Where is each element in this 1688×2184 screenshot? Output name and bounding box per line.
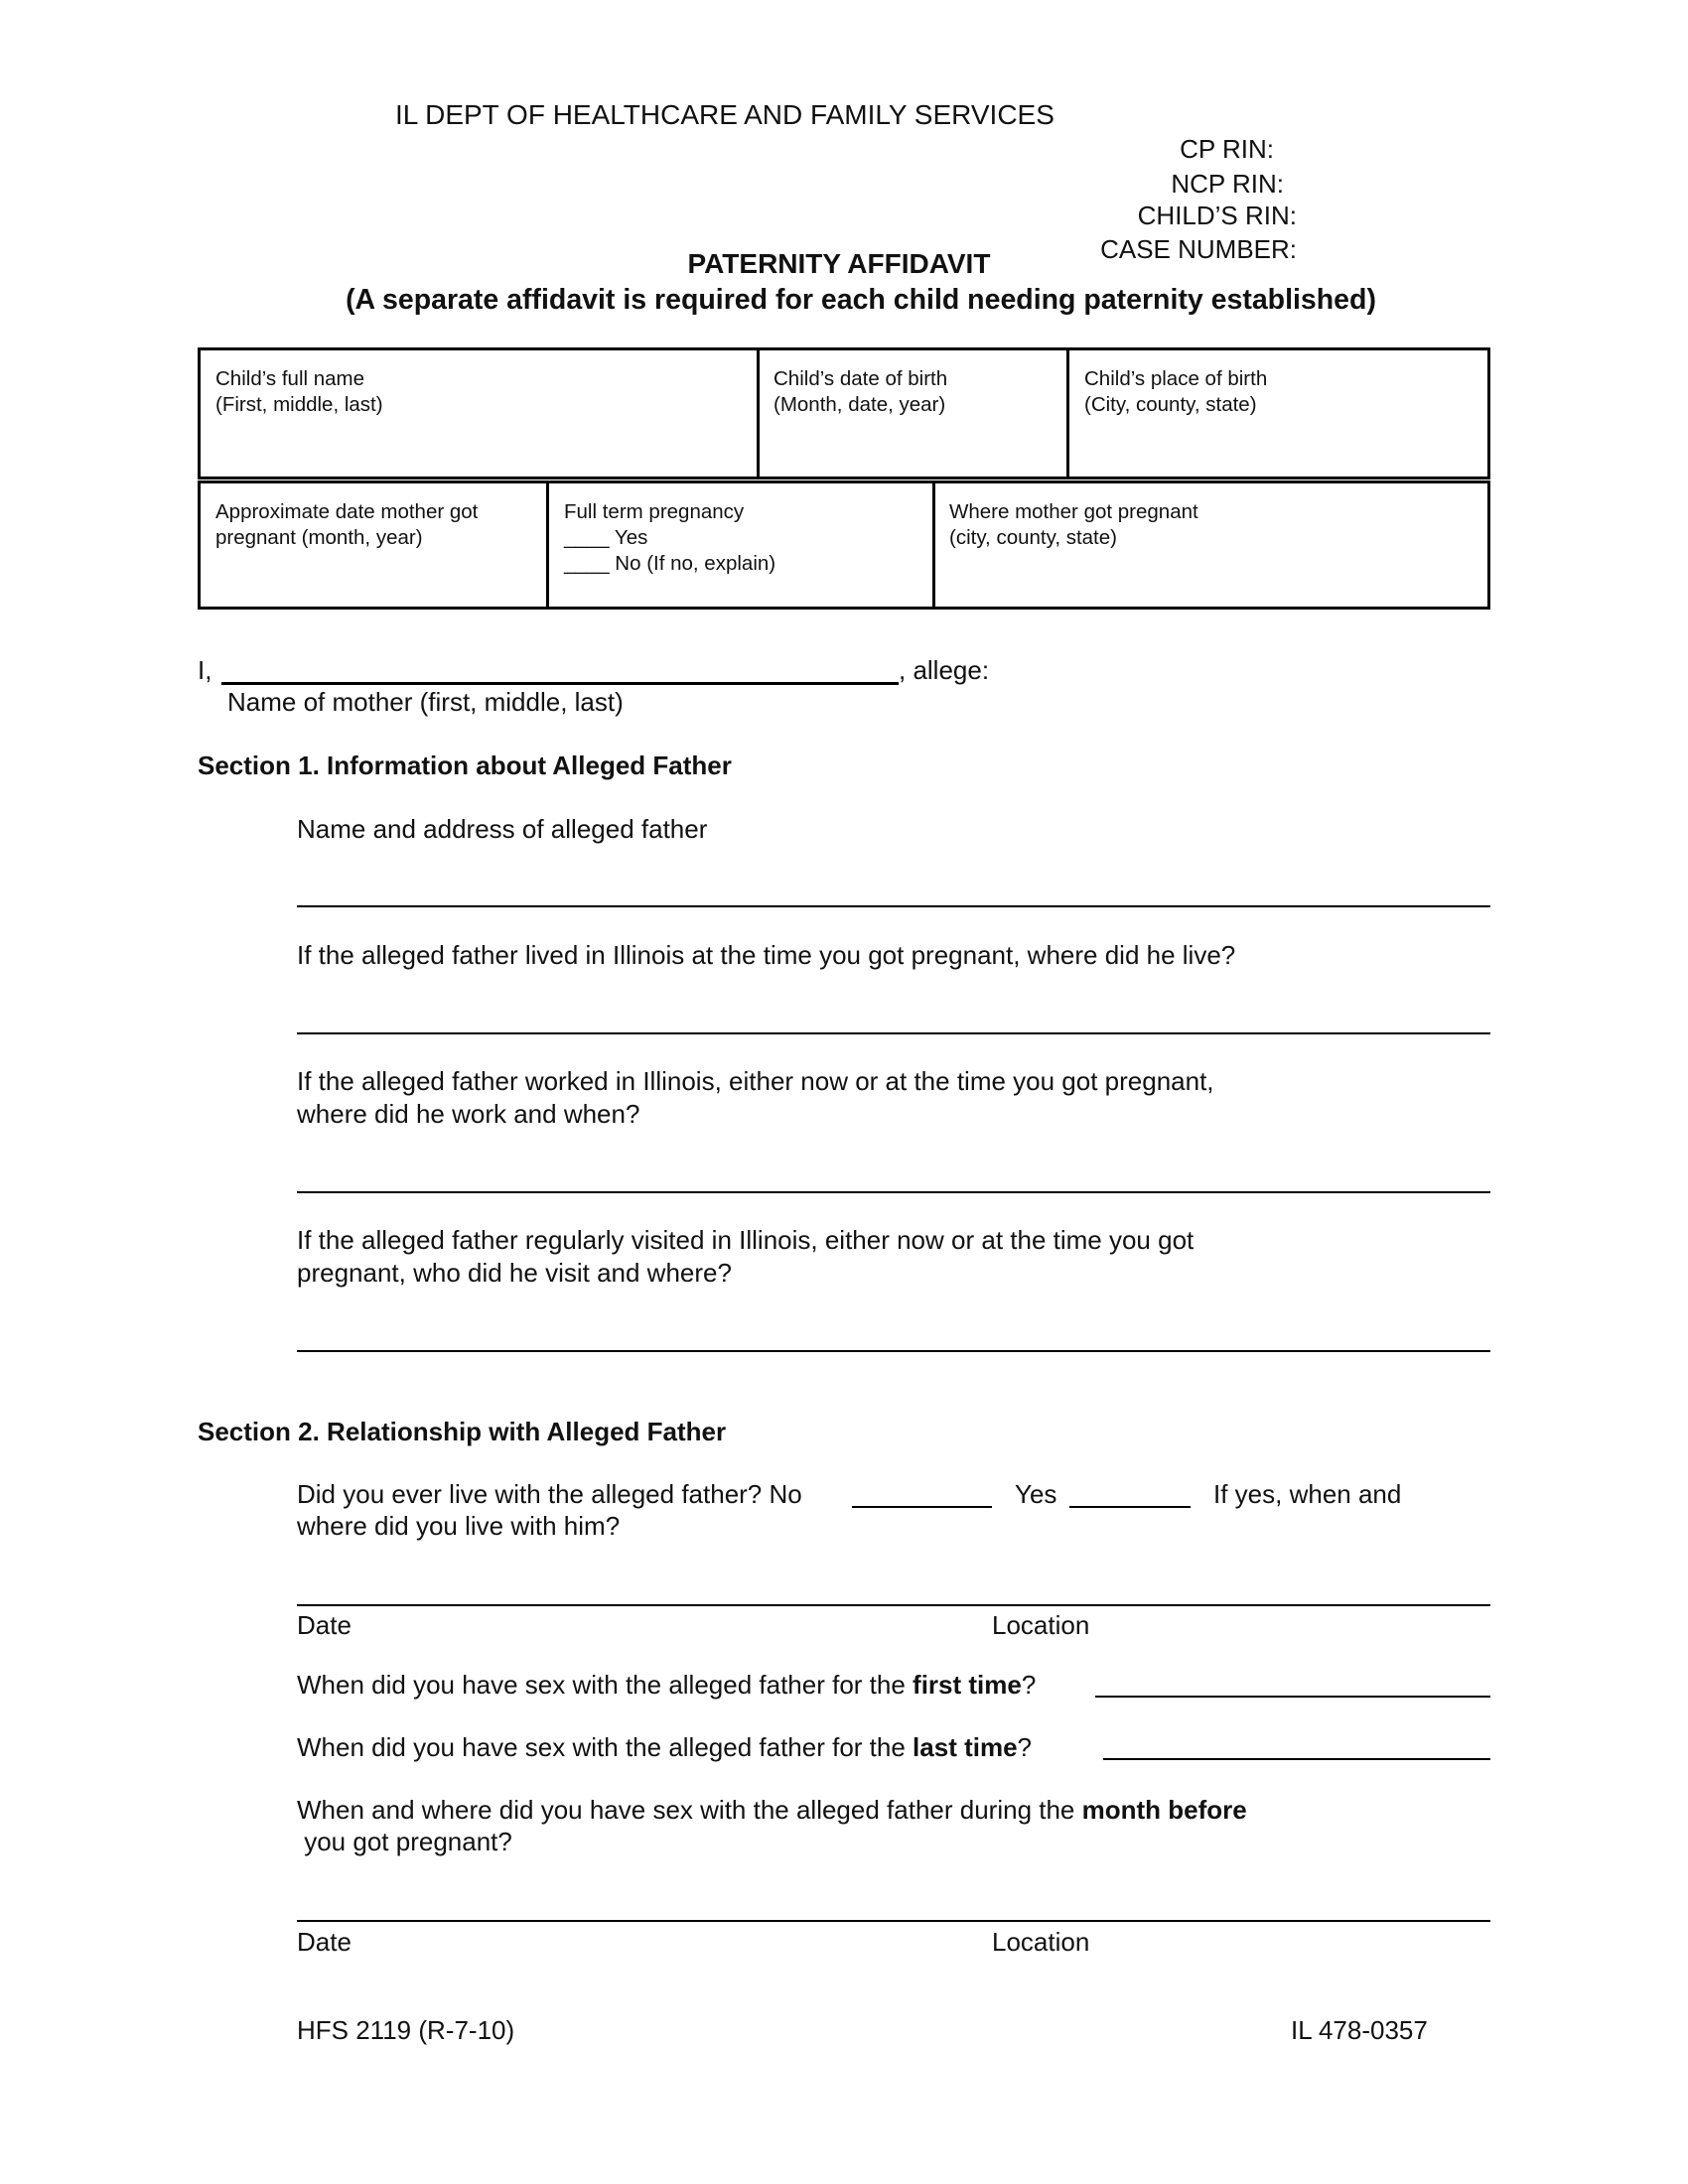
father-visited-illinois-question: If the alleged father regularly visited in Illinois, either now or at the time you got [297, 1225, 1195, 1255]
father-lived-illinois-question: If the alleged father lived in Illinois at the time you got pregnant, where did he live? [297, 940, 1236, 970]
lived-with-ifyes-label: If yes, when and [1213, 1479, 1402, 1509]
childs-birthplace-field[interactable]: Child’s place of birth (City, county, state) [1084, 367, 1268, 416]
cp-rin-label: CP RIN: [1180, 134, 1274, 164]
conception-date-field[interactable]: Approximate date mother got pregnant (month, year) [215, 500, 479, 549]
lived-with-date-location-blank[interactable] [297, 1604, 1490, 1606]
divider [546, 483, 549, 607]
section2-heading: Section 2. Relationship with Alleged Father [198, 1417, 727, 1446]
month-before-question-cont: you got pregnant? [297, 1827, 512, 1856]
lived-with-question-cont: where did you live with him? [297, 1511, 621, 1541]
childs-rin-label: CHILD’S RIN: [1137, 201, 1297, 230]
father-visited-illinois-question-cont: pregnant, who did he visit and where? [297, 1258, 732, 1288]
divider [757, 350, 760, 477]
date-label-2: Date [297, 1927, 352, 1957]
month-before-question: When and where did you have sex with the alleged father during the month before [297, 1795, 1247, 1825]
last-time-question: When did you have sex with the alleged father for the last time? [297, 1732, 1033, 1762]
father-worked-illinois-blank[interactable] [297, 1191, 1490, 1193]
last-time-blank[interactable] [1103, 1758, 1490, 1760]
section1-heading: Section 1. Information about Alleged Father [198, 751, 732, 780]
father-name-address-blank[interactable] [297, 905, 1490, 907]
divider [1066, 350, 1069, 477]
allege-prefix: I, [198, 655, 212, 685]
location-label: Location [992, 1610, 1090, 1640]
lived-with-yes-label: Yes [1015, 1479, 1057, 1509]
case-number-label: CASE NUMBER: [1100, 234, 1297, 264]
father-visited-illinois-blank[interactable] [297, 1350, 1490, 1352]
father-worked-illinois-question-cont: where did he work and when? [297, 1099, 640, 1129]
form-title: PATERNITY AFFIDAVIT [687, 248, 991, 279]
father-name-address-question: Name and address of alleged father [297, 814, 708, 844]
lived-with-yes-blank[interactable] [1069, 1506, 1191, 1508]
date-label: Date [297, 1610, 352, 1640]
full-term-yes-option[interactable]: ____ Yes [564, 526, 648, 549]
conception-location-field[interactable]: Where mother got pregnant (city, county, state) [949, 500, 1198, 549]
ncp-rin-label: NCP RIN: [1171, 169, 1284, 199]
form-code: IL 478-0357 [1291, 2015, 1428, 2045]
father-lived-illinois-blank[interactable] [297, 1032, 1490, 1034]
divider [932, 483, 935, 607]
form-subtitle: (A separate affidavit is required for each child needing paternity established) [346, 284, 1376, 316]
agency-name: IL DEPT OF HEALTHCARE AND FAMILY SERVICES [395, 99, 1055, 130]
lived-with-father-question: Did you ever live with the alleged father? No [297, 1479, 802, 1509]
father-worked-illinois-question: If the alleged father worked in Illinois, either now or at the time you got pregnant, [297, 1066, 1214, 1096]
month-before-date-location-blank[interactable] [297, 1920, 1490, 1922]
child-info-row [198, 347, 1490, 479]
allege-suffix: , allege: [899, 655, 990, 685]
form-number: HFS 2119 (R-7-10) [297, 2015, 515, 2045]
full-term-no-option[interactable]: ____ No (If no, explain) [564, 552, 776, 575]
first-time-question: When did you have sex with the alleged father for the first time? [297, 1670, 1037, 1700]
mother-name-caption: Name of mother (first, middle, last) [227, 687, 624, 717]
location-label-2: Location [992, 1927, 1090, 1957]
full-term-field: Full term pregnancy ____ Yes ____ No (If no, explain) [564, 500, 776, 575]
childs-dob-field[interactable]: Child’s date of birth (Month, date, year) [774, 367, 948, 416]
childs-full-name-field[interactable]: Child’s full name (First, middle, last) [215, 367, 383, 416]
pregnancy-info-row [198, 480, 1490, 610]
lived-with-no-blank[interactable] [852, 1506, 992, 1508]
mother-name-blank[interactable] [221, 682, 899, 685]
first-time-blank[interactable] [1095, 1696, 1490, 1698]
